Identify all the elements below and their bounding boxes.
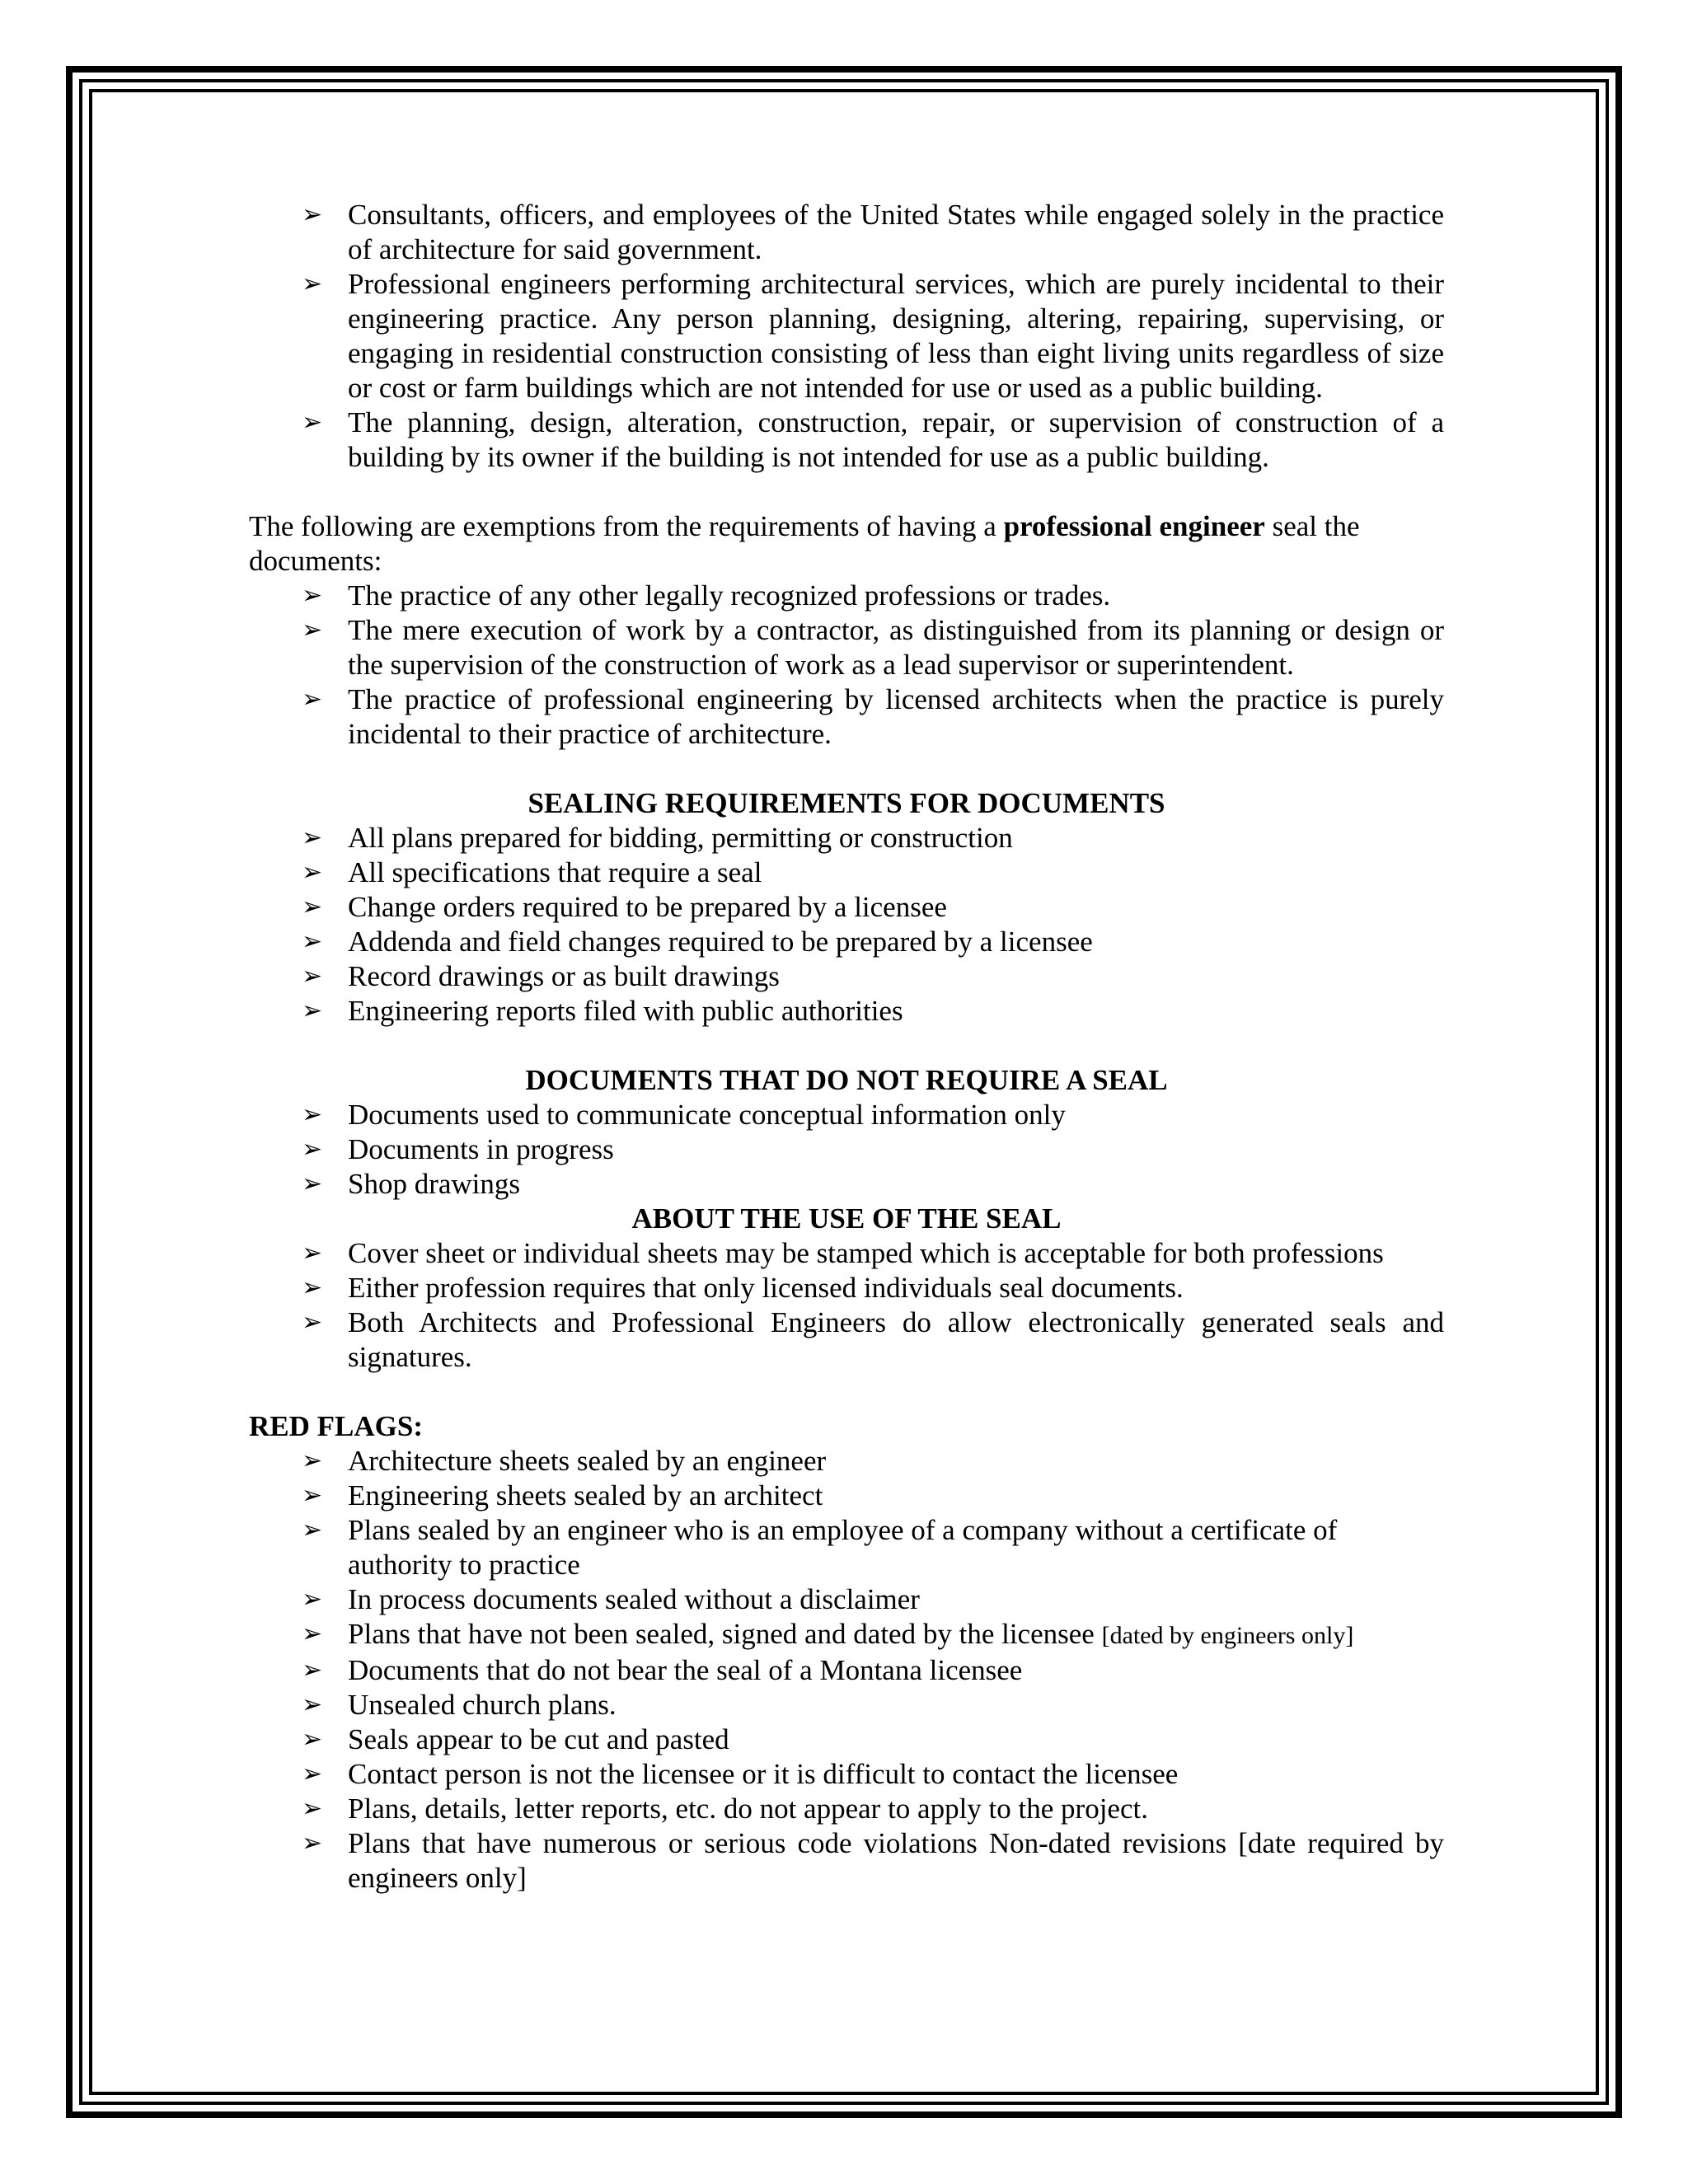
list-item: ➢ Documents in progress: [302, 1133, 614, 1165]
arrow-bullet-icon: ➢: [302, 1135, 323, 1164]
list-item: ➢ The planning, design, alteration, construction, repair, or supervision of construction of a building by its owner if the building is not intended for use as a public building.: [302, 406, 1444, 473]
arrow-bullet-icon: ➢: [302, 1446, 323, 1475]
list-item: ➢ Engineering sheets sealed by an architect: [302, 1479, 823, 1511]
list-item: ➢ Plans that have numerous or serious code violations Non-dated revisions [date required by engineers only]: [302, 1827, 1444, 1894]
list-item: ➢ Unsealed church plans.: [302, 1689, 617, 1721]
list-item: ➢ All specifications that require a seal: [302, 856, 762, 888]
list-item: ➢ Shop drawings: [302, 1168, 521, 1200]
arrow-bullet-icon: ➢: [302, 1619, 323, 1648]
list-item: ➢ Record drawings or as built drawings: [302, 960, 780, 992]
arrow-bullet-icon: ➢: [302, 581, 323, 610]
list-item: ➢ Addenda and field changes required to be prepared by a licensee: [302, 926, 1093, 958]
arrow-bullet-icon: ➢: [302, 858, 323, 887]
engineers-only-note: [dated by engineers only]: [1101, 1622, 1354, 1649]
arrow-bullet-icon: ➢: [302, 1169, 323, 1198]
no-seal-heading: DOCUMENTS THAT DO NOT REQUIRE A SEAL: [525, 1064, 1168, 1096]
arrow-bullet-icon: ➢: [302, 1516, 323, 1544]
pe-exemptions-intro: The following are exemptions from the requirements of having a professional engineer seal the documents:: [249, 510, 1360, 577]
arrow-bullet-icon: ➢: [302, 996, 323, 1025]
list-item: ➢ The practice of any other legally recognized professions or trades.: [302, 579, 1111, 612]
arrow-bullet-icon: ➢: [302, 962, 323, 991]
sealing-requirements-list: [249, 821, 1444, 1029]
list-item: ➢ Consultants, officers, and employees of the United States while engaged solely in the practice of architecture for said government.: [302, 199, 1444, 265]
arrow-bullet-icon: ➢: [302, 1239, 323, 1268]
arrow-bullet-icon: ➢: [302, 823, 323, 852]
arrow-bullet-icon: ➢: [302, 1794, 323, 1823]
list-item: ➢ The practice of professional engineering by licensed architects when the practice is purely incidental to their practice of architecture.: [302, 683, 1444, 750]
arrow-bullet-icon: ➢: [302, 927, 323, 956]
arrow-bullet-icon: ➢: [302, 1760, 323, 1788]
list-item: ➢ All plans prepared for bidding, permitting or construction: [302, 822, 1013, 854]
arrow-bullet-icon: ➢: [302, 1273, 323, 1302]
arrow-bullet-icon: ➢: [302, 616, 323, 644]
list-item: ➢ Documents used to communicate conceptual information only: [302, 1099, 1066, 1131]
list-item: ➢ Either profession requires that only licensed individuals seal documents.: [302, 1272, 1184, 1304]
arrow-bullet-icon: ➢: [302, 269, 323, 298]
arrow-bullet-icon: ➢: [302, 893, 323, 921]
pe-exemptions-list: [249, 579, 1444, 752]
arrow-bullet-icon: ➢: [302, 1100, 323, 1129]
architect-exemptions-list: [249, 198, 1444, 475]
list-item: ➢ Change orders required to be prepared by a licensee: [302, 891, 947, 923]
sealing-requirements-heading: SEALING REQUIREMENTS FOR DOCUMENTS: [528, 787, 1165, 819]
use-of-seal-heading: ABOUT THE USE OF THE SEAL: [631, 1202, 1062, 1235]
list-item: ➢ Plans that have not been sealed, signed and dated by the licensee [dated by engineers only]: [302, 1618, 1354, 1650]
arrow-bullet-icon: ➢: [302, 1829, 323, 1858]
arrow-bullet-icon: ➢: [302, 685, 323, 714]
list-item: ➢ Contact person is not the licensee or it is difficult to contact the licensee: [302, 1758, 1179, 1790]
no-seal-list: [249, 1098, 1444, 1202]
use-of-seal-list: [249, 1236, 1444, 1375]
list-item: ➢ The mere execution of work by a contractor, as distinguished from its planning or design or the supervision of the construction of work as a lead supervisor or superintendent.: [302, 614, 1444, 681]
arrow-bullet-icon: ➢: [302, 200, 323, 229]
list-item: ➢ Both Architects and Professional Engineers do allow electronically generated seals and signatures.: [302, 1306, 1444, 1373]
list-item: ➢ Documents that do not bear the seal of a Montana licensee: [302, 1654, 1023, 1686]
arrow-bullet-icon: ➢: [302, 1585, 323, 1614]
list-item: ➢ Engineering reports filed with public authorities: [302, 995, 903, 1027]
arrow-bullet-icon: ➢: [302, 1481, 323, 1510]
list-item: ➢ Architecture sheets sealed by an engineer: [302, 1445, 827, 1477]
arrow-bullet-icon: ➢: [302, 1690, 323, 1719]
list-item: ➢ Cover sheet or individual sheets may be stamped which is acceptable for both professions: [302, 1237, 1384, 1269]
list-item: ➢ Professional engineers performing architectural services, which are purely incidental to their engineering practice. Any person planning, designing, altering, repairing, supervising, or engaging in residential construction consisting of less than eight living units regardless of size or cost or farm buildings which are not intended for use or used as a public building.: [302, 268, 1444, 404]
arrow-bullet-icon: ➢: [302, 1725, 323, 1754]
list-item: ➢ Plans sealed by an engineer who is an employee of a company without a certificate of authority to practice: [302, 1514, 1338, 1581]
arrow-bullet-icon: ➢: [302, 1308, 323, 1337]
document-body: [249, 198, 1444, 1896]
list-item: ➢ Seals appear to be cut and pasted: [302, 1723, 729, 1755]
red-flags-list: [249, 1444, 1444, 1896]
list-item: ➢ Plans, details, letter reports, etc. do not appear to apply to the project.: [302, 1793, 1148, 1825]
arrow-bullet-icon: ➢: [302, 1656, 323, 1685]
arrow-bullet-icon: ➢: [302, 408, 323, 437]
list-item: ➢ In process documents sealed without a disclaimer: [302, 1583, 920, 1615]
red-flags-heading: RED FLAGS:: [249, 1410, 423, 1442]
